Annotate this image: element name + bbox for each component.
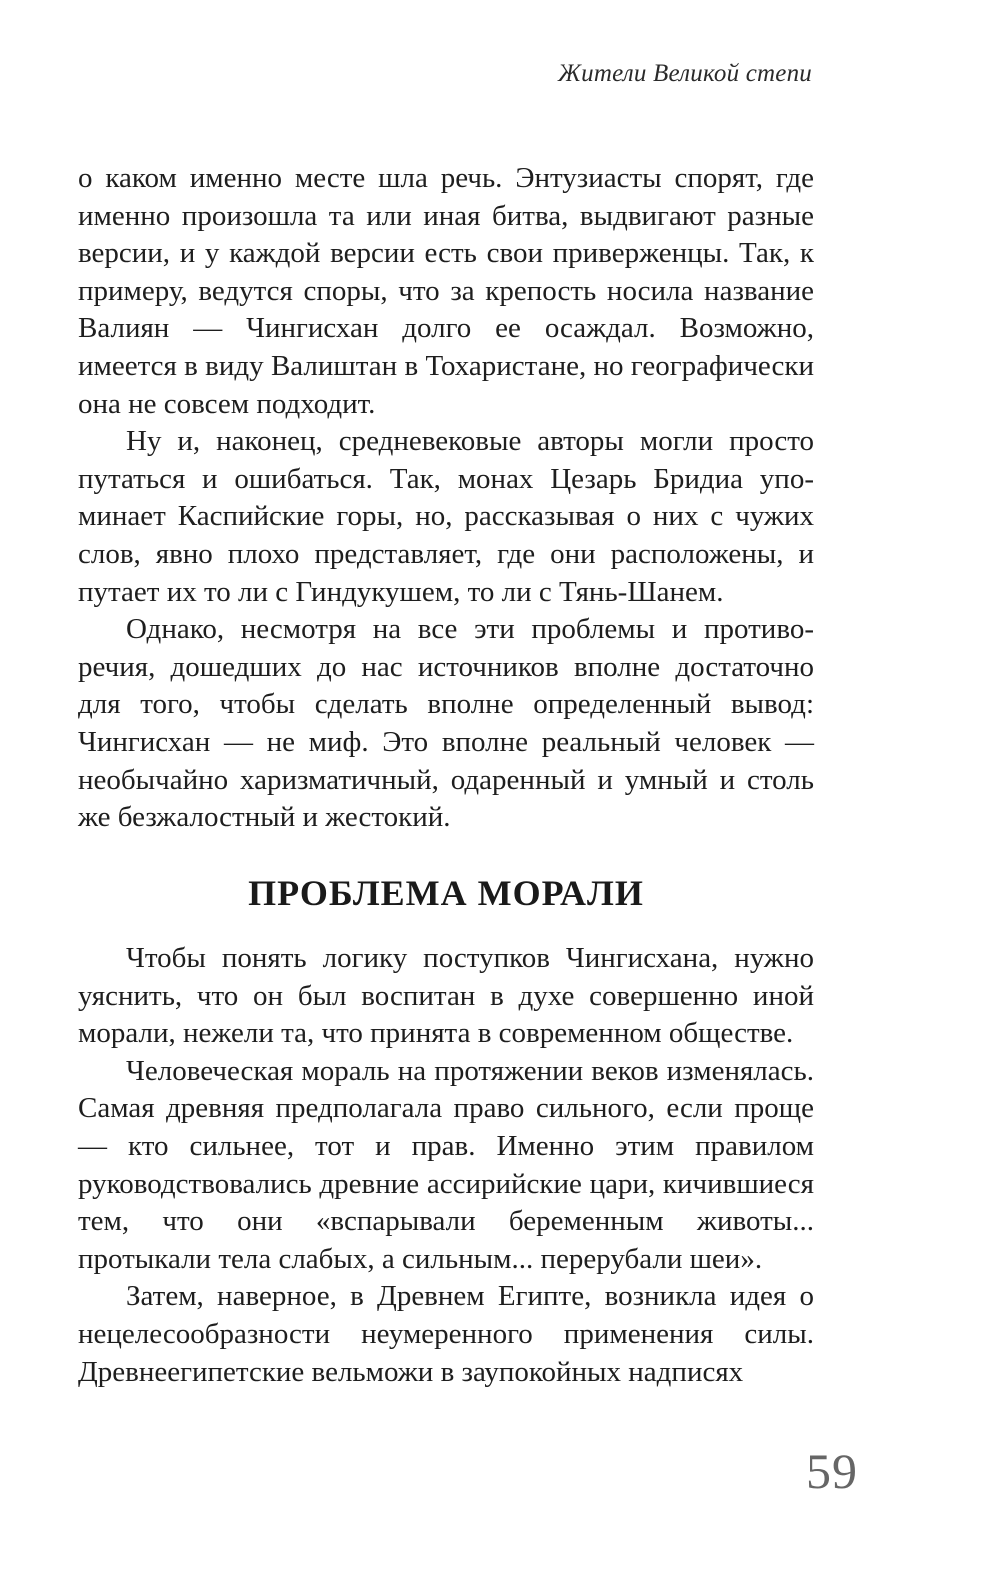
- section-title: ПРОБЛЕМА МОРАЛИ: [248, 873, 644, 913]
- paragraph-4: Чтобы понять логику поступков Чингисхана, нужно уяснить, что он был воспитан в духе совершенно иной морали, нежели та, что принята в современном обществе.: [78, 942, 814, 1050]
- paragraph-3: Однако, несмотря на все эти проблемы и противоречия, дошедших до нас источников вполне достаточно для того, чтобы сделать вполне определенный вывод: Чингисхан — не миф. Это вполне реальный человек — необычайно харизматичный, одаренный и умный и столь же безжалостный и жестокий.: [78, 613, 814, 834]
- section-one-text: [78, 160, 814, 837]
- paragraph-1: о каком именно месте шла речь. Энтузиасты спорят, где именно произошла та или иная битва, выдвигают разные версии, и у каждой версии есть свои приверженцы. Так, к примеру, ведутся споры, что за крепость носила название Валиян — Чингисхан долго ее осаждал. Возможно, имеется в виду Валиштан в Тохаристане, но географически она не совсем подходит.: [78, 162, 814, 420]
- paragraph-5: Человеческая мораль на протяжении веков изменялась. Самая древняя предполагала право сильного, если проще — кто сильнее, тот и прав. Именно этим правилом руководствовались древние ассирийские цари, кичившиеся тем, что они «вспарывали беременным животы... протыкали тела слабых, а сильным... перерубали шеи».: [78, 1054, 814, 1275]
- paragraph-6: Затем, наверное, в Древнем Египте, возникла идея о нецелесообразности неумеренного применения силы. Древнеегипетские вельможи в заупокойных надписях: [78, 1280, 814, 1388]
- page-number: 59: [806, 1443, 858, 1499]
- section-two-text: [78, 940, 814, 1391]
- paragraph-2: Ну и, наконец, средневековые авторы могли просто путаться и ошибаться. Так, монах Цезарь Бридиа упоминает Каспийские горы, но, рассказывая о них с чужих слов, явно плохо представляет, где они расположены, и путает их то ли с Гиндукушем, то ли с Тянь-Шанем.: [78, 425, 814, 608]
- running-header: Жители Великой степи: [558, 60, 812, 87]
